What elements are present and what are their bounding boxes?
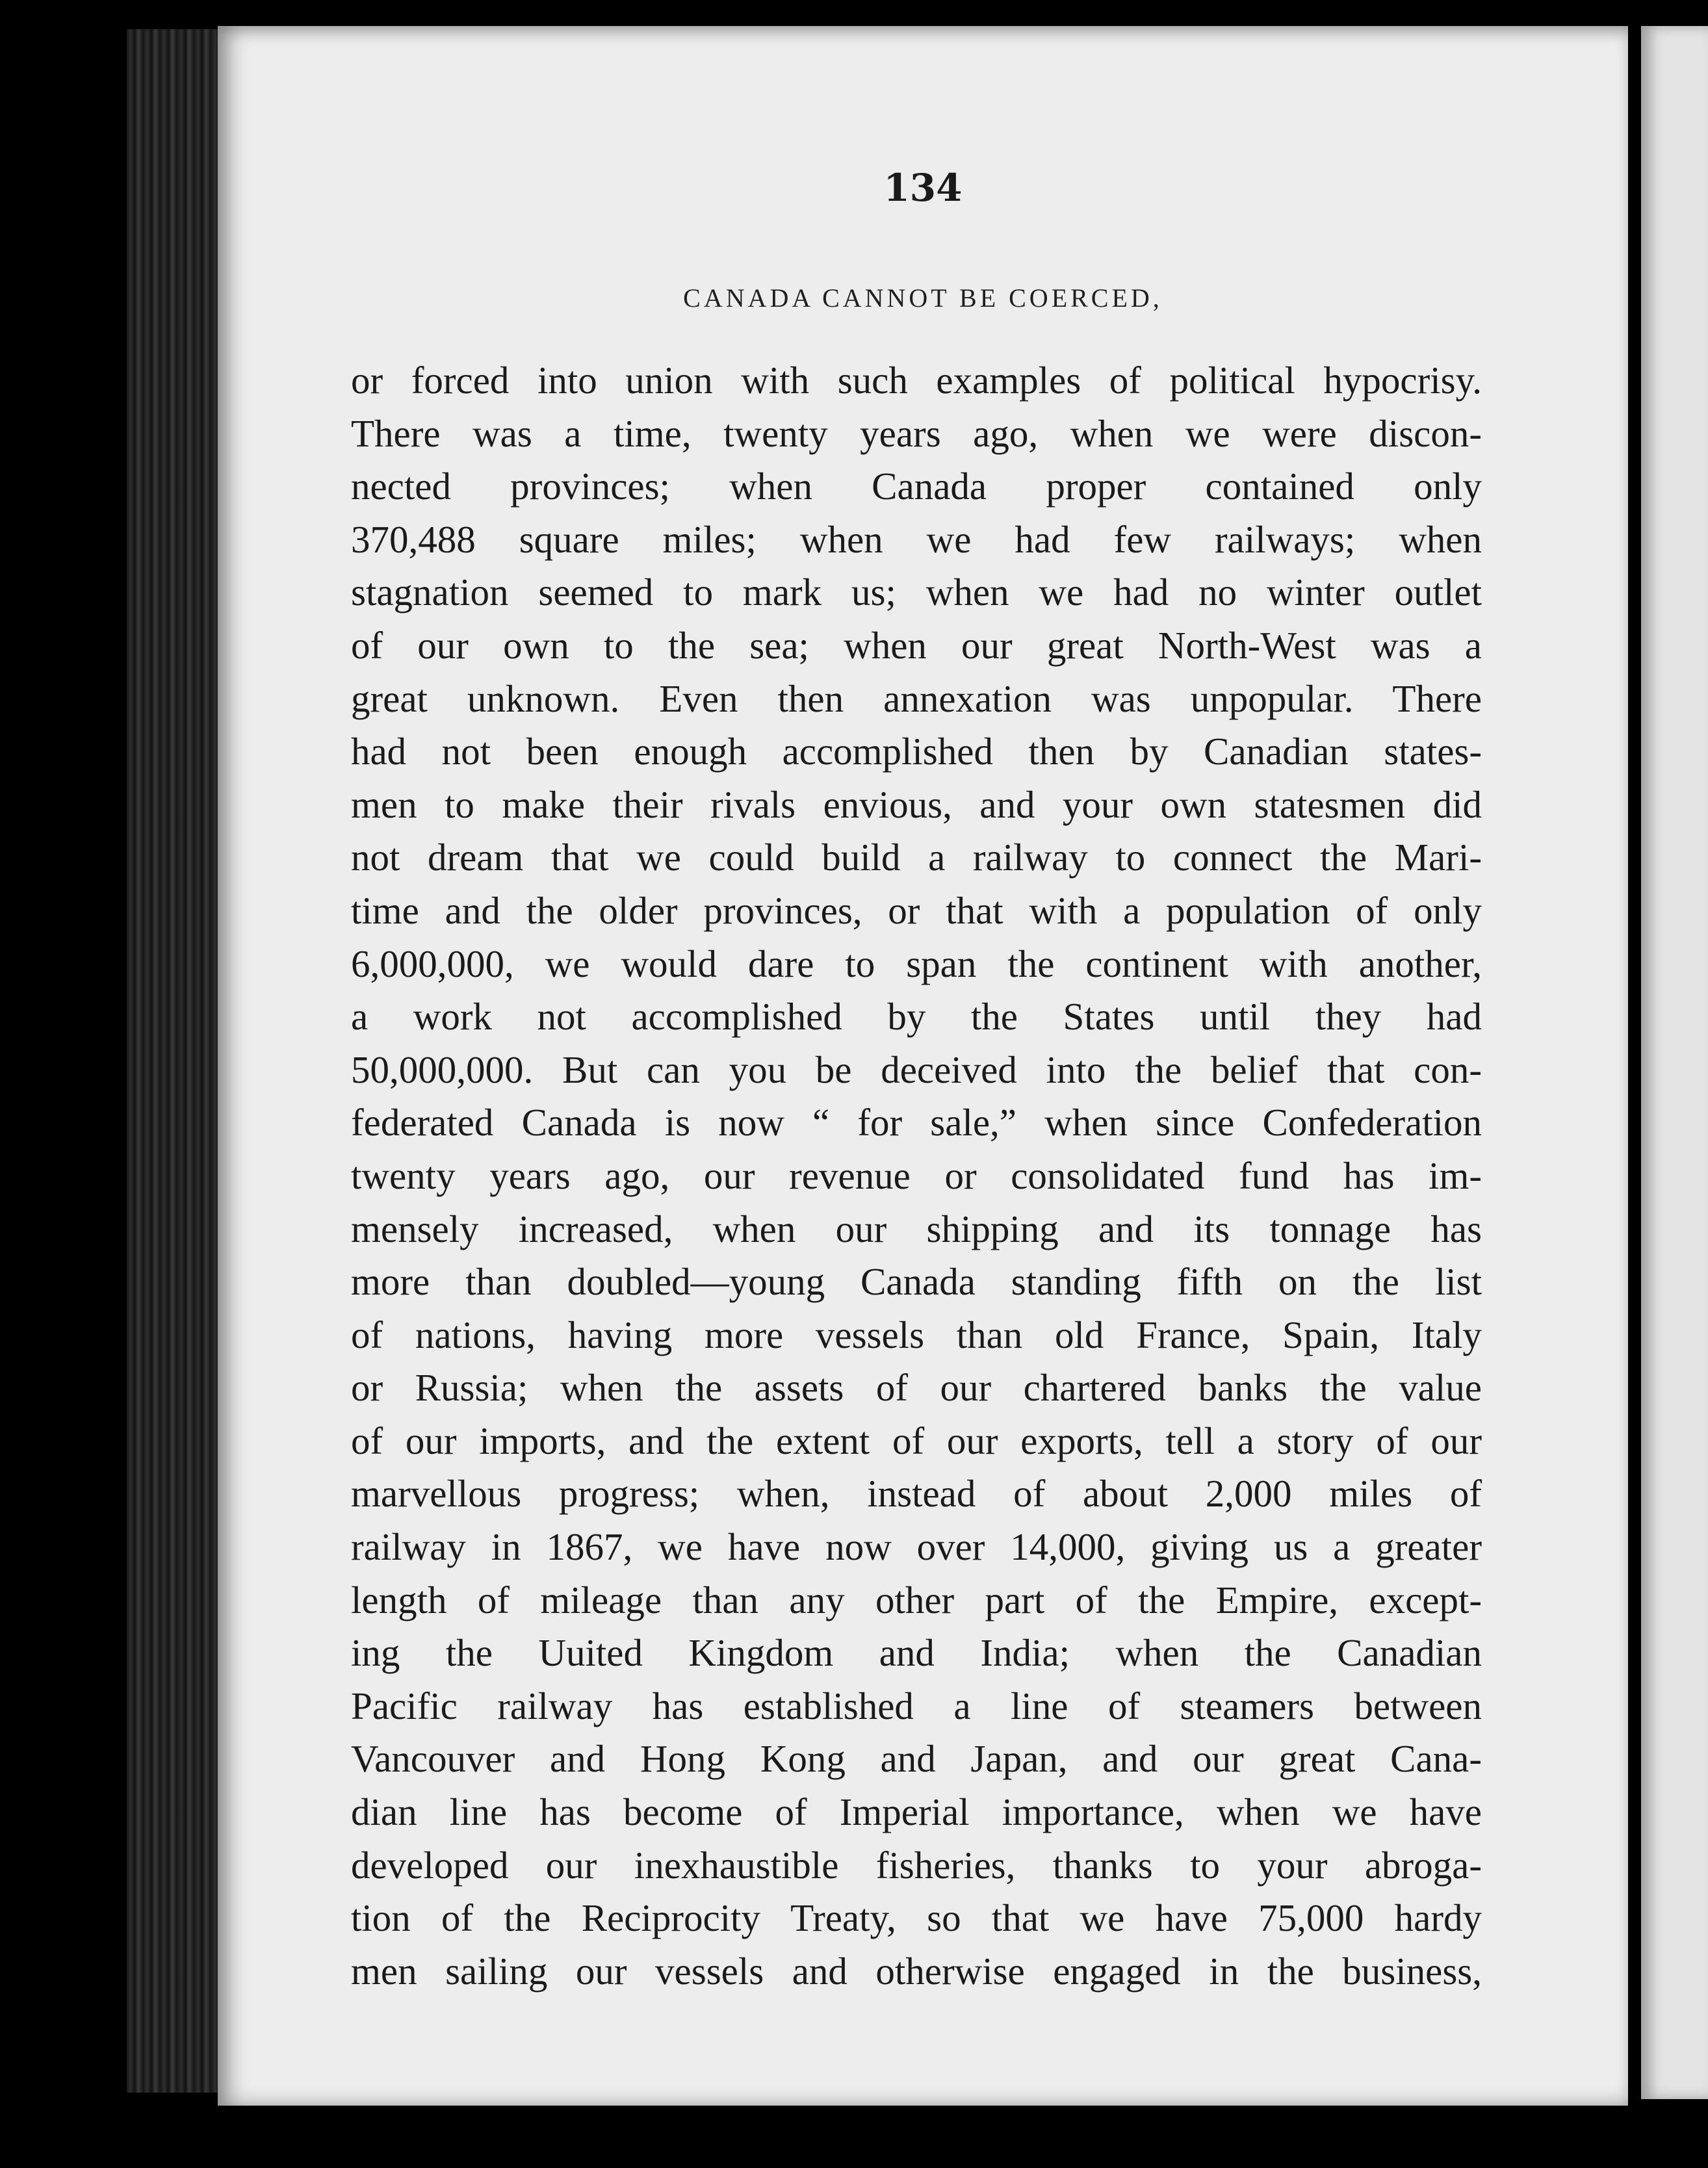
text-line: length of mileage than any other part of the Empire, except- — [351, 1578, 1482, 1621]
text-line: Vancouver and Hong Kong and Japan, and our great Cana- — [351, 1737, 1482, 1781]
text-line: twenty years ago, our revenue or consolidated fund has im- — [351, 1154, 1482, 1197]
text-line: or Russia; when the assets of our chartered banks the value — [351, 1366, 1482, 1410]
text-line: more than doubled—young Canada standing fifth on the list — [351, 1260, 1482, 1304]
text-line: dian line has become of Imperial importance, when we have — [351, 1790, 1482, 1834]
text-line: nected provinces; when Canada proper contained only — [351, 465, 1482, 508]
text-line: There was a time, twenty years ago, when we were discon- — [351, 411, 1482, 455]
text-line: mensely increased, when our shipping and its tonnage has — [351, 1207, 1482, 1250]
text-line: a work not accomplished by the States until they had — [351, 995, 1482, 1039]
text-line: stagnation seemed to mark us; when we had no winter outlet — [351, 571, 1482, 614]
text-line: 370,488 square miles; when we had few railways; when — [351, 517, 1482, 561]
text-line: men sailing our vessels and otherwise engaged in the business, — [351, 1949, 1482, 1993]
text-line: 6,000,000, we would dare to span the continent with another, — [351, 942, 1482, 985]
book-edge — [127, 29, 218, 2093]
text-line: of our imports, and the extent of our exports, tell a story of our — [351, 1419, 1482, 1462]
page-number: 134 — [883, 166, 963, 210]
text-line: not dream that we could build a railway to connect the Mari- — [351, 836, 1482, 879]
text-line: Pacific railway has established a line of steamers between — [351, 1684, 1482, 1727]
text-line: time and the older provinces, or that with a population of only — [351, 888, 1482, 932]
text-line: great unknown. Even then annexation was unpopular. There — [351, 677, 1482, 720]
adjacent-page-edge — [1641, 26, 1708, 2099]
text-line: had not been enough accomplished then by Canadian states- — [351, 730, 1482, 773]
text-line: tion of the Reciprocity Treaty, so that we have 75,000 hardy — [351, 1896, 1482, 1940]
text-line: of nations, having more vessels than old France, Spain, Italy — [351, 1313, 1482, 1356]
text-line: ing the Uuited Kingdom and India; when the Canadian — [351, 1631, 1482, 1675]
text-line: marvellous progress; when, instead of about 2,000 miles of — [351, 1472, 1482, 1516]
text-line: or forced into union with such examples of political hypocrisy. — [351, 359, 1482, 402]
book-page — [218, 26, 1628, 2106]
text-line: developed our inexhaustible fisheries, thanks to your abroga- — [351, 1843, 1482, 1887]
text-line: federated Canada is now “ for sale,” when since Confederation — [351, 1101, 1482, 1144]
running-head: CANADA CANNOT BE COERCED, — [683, 283, 1163, 313]
text-line: men to make their rivals envious, and your own statesmen did — [351, 782, 1482, 826]
text-line: 50,000,000. But can you be deceived into the belief that con- — [351, 1048, 1482, 1091]
body-text — [351, 354, 1482, 1998]
text-line: railway in 1867, we have now over 14,000, giving us a greater — [351, 1525, 1482, 1569]
text-line: of our own to the sea; when our great North-West was a — [351, 623, 1482, 667]
